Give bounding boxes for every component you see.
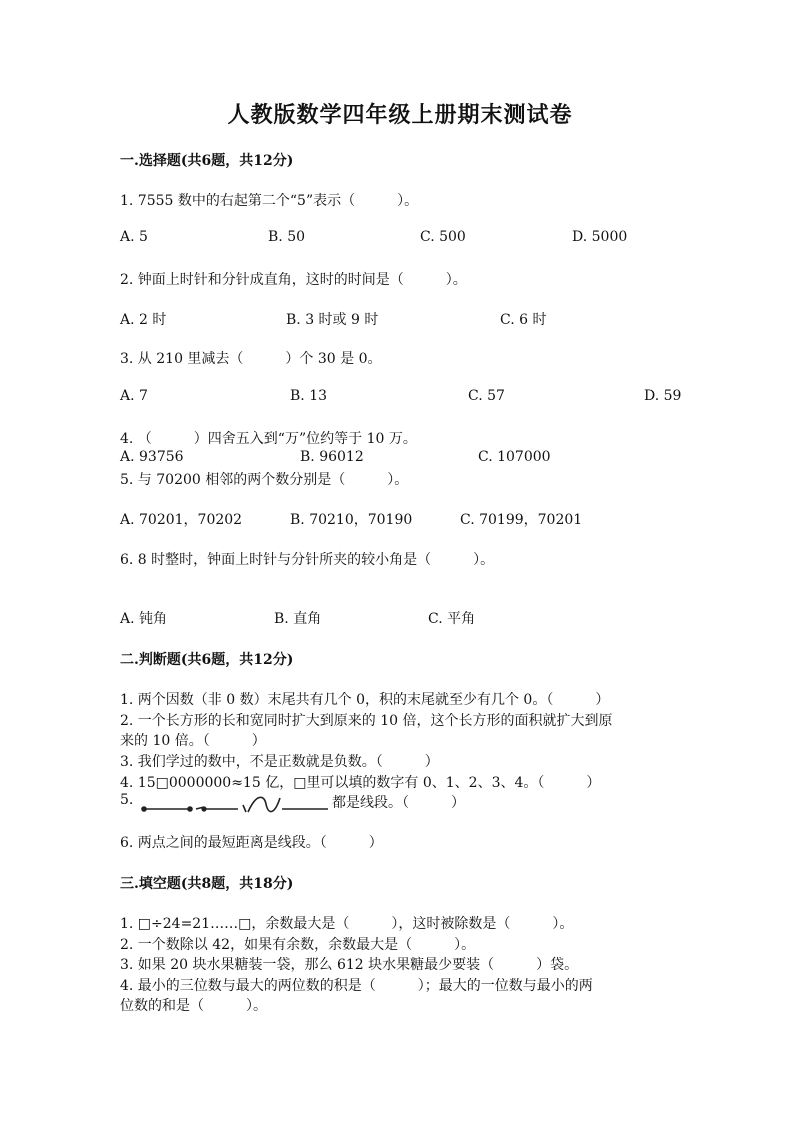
judge-item-number: 5. — [120, 792, 134, 808]
option: B. 70210，70190 — [290, 512, 413, 528]
fill-item: 2. 一个数除以 42，如果有余数，余数最大是（ ）。 — [120, 937, 476, 953]
judge-item: 都是线段。（ ） — [332, 795, 465, 811]
option: B. 96012 — [300, 449, 364, 465]
option: B. 50 — [268, 229, 306, 245]
option: C. 57 — [468, 388, 505, 404]
option: C. 6 时 — [500, 312, 547, 328]
option: B. 3 时或 9 时 — [286, 312, 379, 328]
option: B. 直角 — [274, 611, 322, 627]
option: D. 59 — [644, 388, 682, 404]
page-title: 人教版数学四年级上册期末测试卷 — [227, 102, 573, 128]
option: A. 5 — [120, 229, 148, 245]
judge-item: 3. 我们学过的数中，不是正数就是负数。（ ） — [120, 754, 439, 770]
option: C. 500 — [420, 229, 466, 245]
question-stem: 6. 8 时整时，钟面上时针与分针所夹的较小角是（ ）。 — [120, 552, 495, 568]
question-stem: 3. 从 210 里减去（ ）个 30 是 0。 — [120, 351, 382, 367]
question-stem: 2. 钟面上时针和分针成直角，这时的时间是（ ）。 — [120, 272, 467, 288]
option: A. 7 — [120, 388, 148, 404]
fill-item: 4. 最小的三位数与最大的两位数的积是（ ）；最大的一位数与最小的两 — [120, 978, 593, 994]
section-heading-judge: 二.判断题(共6题，共12分) — [120, 652, 294, 668]
fill-item: 3. 如果 20 块水果糖装一袋，那么 612 块水果糖最少要装（ ）袋。 — [120, 957, 579, 973]
option: D. 5000 — [572, 229, 628, 245]
option: C. 107000 — [478, 449, 551, 465]
fill-item: 1. □÷24=21……□，余数最大是（ ），这时被除数是（ ）。 — [120, 916, 574, 932]
judge-item: 1. 两个因数（非 0 数）末尾共有几个 0，积的末尾就至少有几个 0。（ ） — [120, 692, 610, 708]
section-heading-choice: 一.选择题(共6题，共12分) — [120, 153, 294, 169]
judge-item: 4. 15□0000000≈15 亿，□里可以填的数字有 0、1、2、3、4。（ ） — [120, 775, 601, 791]
option: C. 70199，70201 — [460, 512, 583, 528]
option: A. 2 时 — [120, 312, 167, 328]
line-figures — [140, 790, 330, 816]
question-stem: 5. 与 70200 相邻的两个数分别是（ ）。 — [120, 472, 409, 488]
question-stem: 1. 7555 数中的右起第二个“5”表示（ ）。 — [120, 193, 419, 209]
option: A. 70201，70202 — [120, 512, 243, 528]
judge-item: 2. 一个长方形的长和宽同时扩大到原来的 10 倍，这个长方形的面积就扩大到原 — [120, 713, 613, 729]
judge-item: 6. 两点之间的最短距离是线段。（ ） — [120, 835, 383, 851]
option: C. 平角 — [428, 611, 476, 627]
fill-item: 位数的和是（ ）。 — [120, 998, 267, 1014]
option: A. 钝角 — [120, 611, 168, 627]
option: A. 93756 — [120, 449, 184, 465]
option: B. 13 — [290, 388, 328, 404]
question-stem: 4. （ ）四舍五入到“万”位约等于 10 万。 — [120, 431, 417, 447]
judge-item: 来的 10 倍。（ ） — [120, 733, 266, 749]
section-heading-fill: 三.填空题(共8题，共18分) — [120, 876, 294, 892]
